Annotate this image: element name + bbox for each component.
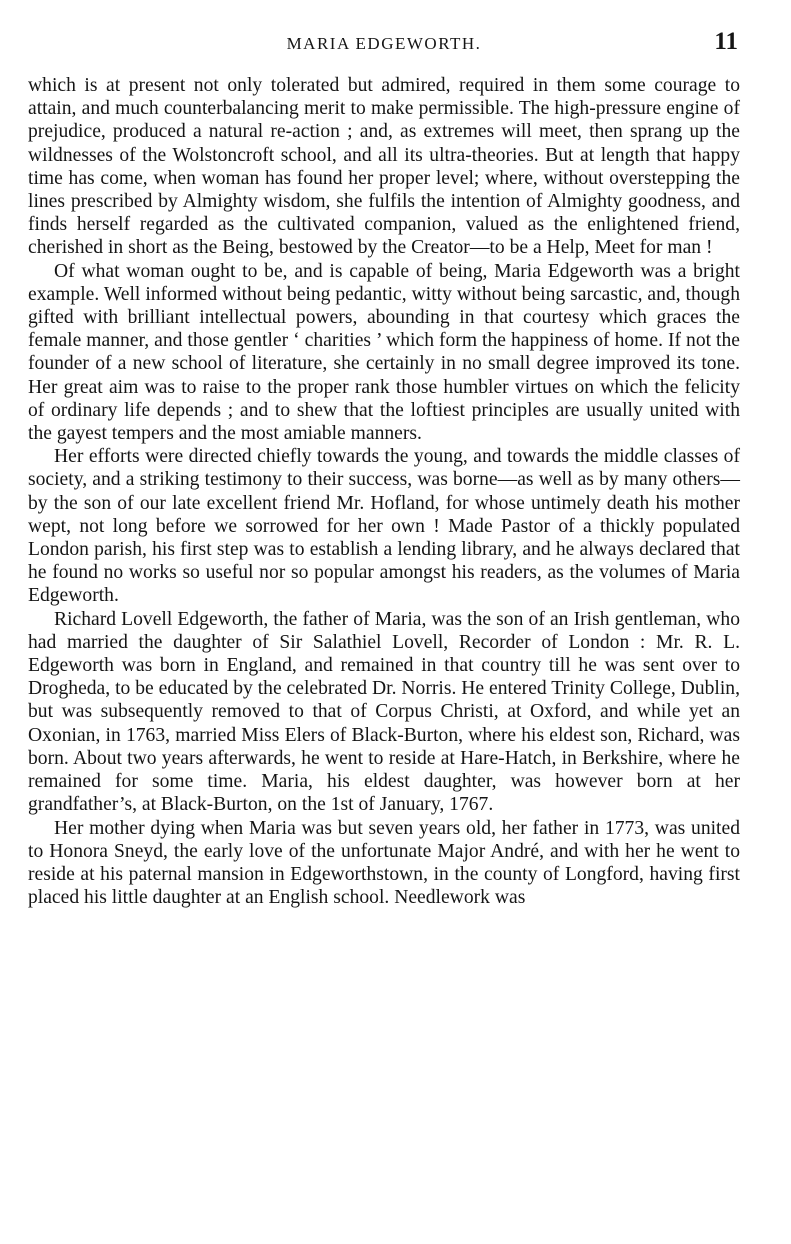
page-number: 11 <box>714 28 738 55</box>
running-title: MARIA EDGEWORTH. <box>286 34 482 53</box>
page-header <box>28 30 740 58</box>
body-text <box>28 74 740 909</box>
paragraph-2: Of what woman ought to be, and is capable of being, Maria Edgeworth was a bright example. Well informed without being pedantic, witty without being sarcastic, and, though gifted with brilliant intellectual powers, abounding in that courtesy which graces the female manner, and those gentler ‘ charities ’ which form the happiness of home. If not the founder of a new school of literature, she certainly in no small degree improved its tone. Her great aim was to raise to the proper rank those humbler virtues on which the felicity of ordinary life depends ; and to shew that the loftiest principles are usually united with the gayest tempers and the most amiable manners. <box>28 260 740 445</box>
paragraph-1: which is at present not only tolerated but admired, required in them some courage to attain, and much counterbalancing merit to make permissible. The high-pressure engine of prejudice, produced a natural re-action ; and, as extremes will meet, then sprang up the wildnesses of the Wolstoncroft school, and all its ultra-theories. But at length that happy time has come, when woman has found her proper level; where, without overstepping the lines prescribed by Almighty wisdom, she fulfils the intention of Almighty goodness, and finds herself regarded as the cultivated companion, valued as the enlightened friend, cherished in short as the Being, bestowed by the Creator—to be a Help, Meet for man ! <box>28 75 740 259</box>
paragraph-4: Richard Lovell Edgeworth, the father of Maria, was the son of an Irish gentleman, who had married the daughter of Sir Salathiel Lovell, Recorder of London : Mr. R. L. Edgeworth was born in England, and remained in that country till he was sent over to Drogheda, to be educated by the celebrated Dr. Norris. He entered Trinity College, Dublin, but was subsequently removed to that of Corpus Christi, at Oxford, and while yet an Oxonian, in 1763, married Miss Elers of Black-Burton, where his eldest son, Richard, was born. About two years afterwards, he went to reside at Hare-Hatch, in Berkshire, where he remained for some time. Maria, his eldest daughter, was however born at her grandfather’s, at Black-Burton, on the 1st of January, 1767. <box>28 608 740 816</box>
paragraph-5: Her mother dying when Maria was but seven years old, her father in 1773, was united to Honora Sneyd, the early love of the unfortunate Major André, and with her he went to reside at his paternal mansion in Edgeworthstown, in the county of Longford, having first placed his little daughter at an English school. Needlework was <box>28 817 740 909</box>
paragraph-3: Her efforts were directed chiefly towards the young, and towards the middle classes of society, and a striking testimony to their success, was borne—as well as by many others—by the son of our late excellent friend Mr. Hofland, for whose untimely death his mother wept, not long before we sorrowed for her own ! Made Pastor of a thickly populated London parish, his first step was to establish a lending library, and he always declared that he found no works so useful nor so popular amongst his readers, as the volumes of Maria Edgeworth. <box>28 446 740 607</box>
